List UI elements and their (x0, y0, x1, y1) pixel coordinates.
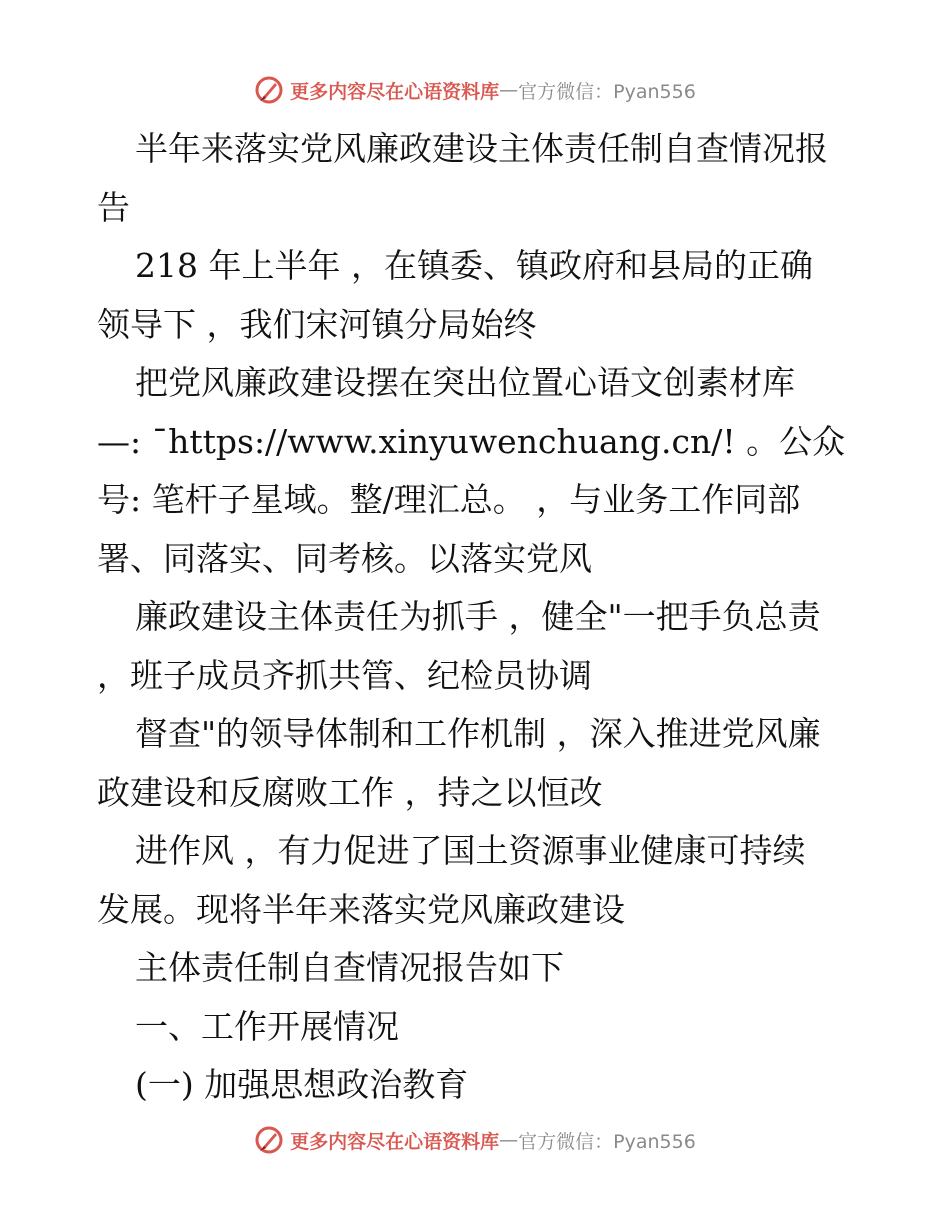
paragraph-line: 218 年上半年 ，在镇委、镇政府和县局的正确 (135, 246, 813, 285)
section-heading: 一、工作开展情况 (135, 1006, 399, 1046)
paragraph-line: 主体责任制自查情况报告如下 (135, 948, 564, 987)
banner-dash: — (499, 1129, 519, 1151)
paragraph-line: 领导下 ，我们宋河镇分局始终 (97, 304, 537, 344)
paragraph-line: 廉政建设主体责任为抓手 ，健全"一把手负总责 (135, 597, 821, 636)
paragraph-line: 政建设和反腐败工作 ，持之以恒改 (97, 772, 603, 812)
subsection-heading: (一) 加强思想政治教育 (135, 1065, 469, 1104)
paragraph-line: —: ¯https://www.xinyuwenchuang.cn/! 。公众 (97, 421, 846, 461)
paragraph-line: 督查"的领导体制和工作机制 ，深入推进党风廉 (135, 714, 821, 753)
paragraph-line: 署、同落实、同考核。以落实党风 (97, 538, 592, 578)
paragraph-line: 把党风廉政建设摆在突出位置心语文创素材库 (135, 363, 795, 402)
footer-banner (0, 1120, 950, 1160)
paragraph-line: 发展。现将半年来落实党风廉政建设 (97, 889, 625, 929)
banner-wechat-text: 官方微信：Pyan556 (518, 1130, 696, 1153)
header-banner (0, 70, 950, 110)
document-body (97, 120, 857, 1115)
paragraph-line: 号: 笔杆子星域。整/理汇总。 ，与业务工作同部 (97, 480, 801, 519)
paragraph-line: 进作风 ，有力促进了国土资源事业健康可持续 (135, 831, 806, 870)
pen-circle-logo-icon (254, 75, 284, 105)
title-line-2: 告 (97, 187, 130, 227)
banner-wechat-text: 官方微信：Pyan556 (518, 80, 696, 103)
banner-dash: — (499, 79, 519, 101)
banner-lead-text: 更多内容尽在心语资料库 (290, 80, 500, 103)
title-line-1: 半年来落实党风廉政建设主体责任制自查情况报 (135, 129, 828, 168)
paragraph-line: ，班子成员齐抓共管、纪检员协调 (97, 655, 592, 695)
banner-lead-text: 更多内容尽在心语资料库 (290, 1130, 500, 1153)
pen-circle-logo-icon (254, 1125, 284, 1155)
